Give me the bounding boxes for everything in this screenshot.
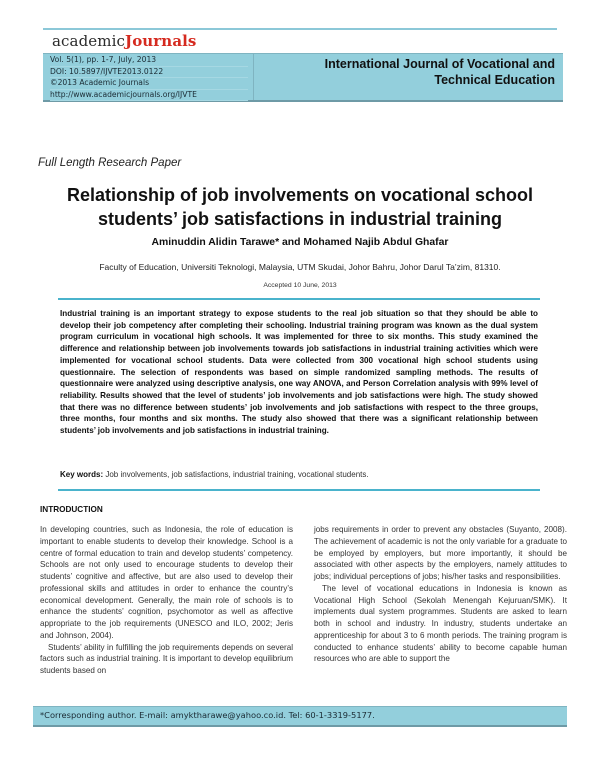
paragraph: Students’ ability in fulfilling the job requirements depends on several factors such as industrial training. It is important to develop equilibrium students based on	[40, 642, 293, 675]
affiliation: Faculty of Education, Universiti Teknologi, Malaysia, UTM Skudai, Johor Bahru, Johor Darul Ta’zim, 81310.	[99, 262, 501, 272]
journal-name-line2: Technical Education	[434, 73, 555, 87]
copyright: ©2013 Academic Journals	[50, 78, 248, 90]
header-top-rule	[43, 28, 557, 30]
journal-name-line1: International Journal of Vocational and	[324, 57, 555, 71]
keywords-list: Job involvements, job satisfactions, industrial training, vocational students.	[103, 470, 369, 479]
paper-title	[0, 183, 600, 231]
abstract-top-rule	[58, 298, 540, 300]
body-column-right	[314, 524, 567, 665]
title-line2: students’ job satisfactions in industrial training	[97, 209, 503, 229]
header-divider	[253, 54, 254, 100]
authors: Aminuddin Alidin Tarawe* and Mohamed Najib Abdul Ghafar	[151, 237, 449, 248]
brand-journals: Journals	[125, 32, 197, 50]
paragraph: The level of vocational educations in Indonesia is known as Vocational High School (Sekolah Menengah Kejuruan/SMK). It implements dual system programmes. Students are asked to learn both in school and industry. In industry, students undertake an apprenticeship for about 3 to 6 month periods. The training program is conducted to enhance students’ ability to become capable human resources who are able to support the	[314, 583, 567, 664]
journal-url[interactable]: http://www.academicjournals.org/IJVTE	[50, 90, 248, 102]
doi: DOI: 10.5897/IJVTE2013.0122	[50, 67, 248, 79]
volume-info: Vol. 5(1), pp. 1-7, July, 2013	[50, 55, 248, 67]
citation-meta	[50, 55, 248, 101]
paper-type: Full Length Research Paper	[38, 157, 182, 169]
section-heading-introduction: INTRODUCTION	[40, 505, 103, 514]
title-line1: Relationship of job involvements on vocational school	[66, 185, 534, 205]
accepted-date: Accepted 10 June, 2013	[263, 282, 337, 289]
keywords-label: Key words:	[60, 470, 104, 479]
abstract-bottom-rule	[58, 489, 540, 491]
paragraph: jobs requirements in order to prevent any obstacles (Suyanto, 2008). The achievement of academic is not the only variable for a graduate to be employed by employers, but more importantly, it should be associated with other aspects by the employers, namely attitudes to jobs; individual perceptions of jobs; his/her tasks and responsibilities.	[314, 525, 567, 581]
journal-name	[325, 56, 555, 88]
publisher-logo	[52, 31, 196, 51]
body-column-left	[40, 524, 293, 677]
abstract: Industrial training is an important strategy to expose students to the real job situation so that they should be able to develop their job competency after completing their schooling. Industrial training program was known as the dual system program curriculum in vocational high schools. It was implemented for three to six months. This study examined the difference and relationship between job involvements towards job satisfactions in industrial training activities which were implemented for vocational school students. Data were collected from 300 vocational high school students using questionnaire. The selection of respondents was based on simple randomized sampling methods. The results of questionnaire were analyzed using descriptive analysis, one way ANOVA, and Person Correlation analysis with 99% level of reliability. Results showed that the level of students’ job involvements and job satisfactions were high. The study showed that there was no difference between students’ job involvements and job satisfactions with respect to the three groups, three months, four months and six months. The study also showed that there was a significant relationship between students’ job involvements and job satisfactions in industrial training.	[60, 309, 538, 436]
brand-academic: academic	[52, 32, 125, 50]
corresponding-author: *Corresponding author. E-mail: amyktharawe@yahoo.co.id. Tel: 60-1-3319-5177.	[40, 710, 375, 720]
keywords	[60, 470, 538, 479]
paragraph: In developing countries, such as Indonesia, the role of education is important to enable students to develop their knowledge. School is a centre of formal education to train and develop students’ competency. Schools are not only used to encourage students to develop their students’ cognitive and affective, but are also used to develop their professional skills and attitudes in order to enhance the country’s economical development. Generally, the main role of schools is to enhance the students’ cognition, psychomotor as well as affective appropriate to the job requirements (UNESCO and ILO, 2002; Jeris and Johnson, 2004).	[40, 525, 293, 640]
